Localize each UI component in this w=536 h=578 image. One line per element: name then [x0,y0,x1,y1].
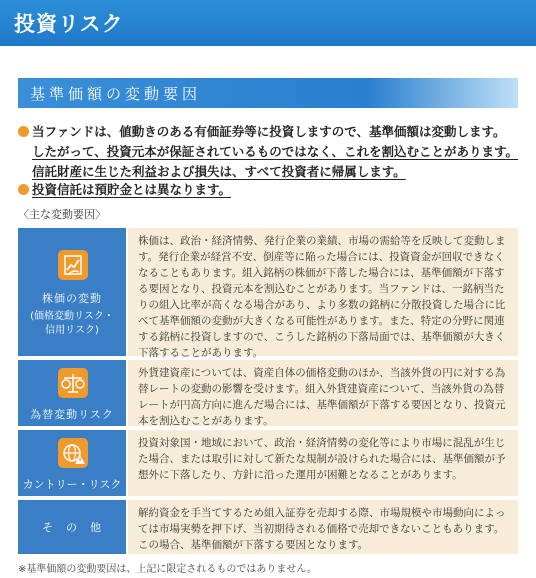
factor-description: 外貨建資産については、資産自体の価格変動のほか、当該外貨の円に対する為替レートの変動の影響を受けます。組入外貨建資産について、当該外貨の為替レートが円高方向に進んだ場合には、基準価額が下落する要因となり、投資元本を割込むことがあります。 [128,360,518,426]
factor-label-text: そ の 他 [42,521,102,534]
page-header [0,0,536,46]
factor-description: 解約資金を手当てするため組入証券を売却する際、市場規模や市場動向によっては市場実勢を押下げ、当初期待される価格で売却できないこともあります。この場合、基準価額が下落する要因となります。 [128,500,518,554]
factor-label-text: カントリー・リスク [22,478,122,491]
factor-description: 投資対象国・地域において、政治・経済情勢の変化等により市場に混乱が生じた場合、または取引に対して新たな規制が設けられた場合には、基準価額が予想外に下落したり、方針に沿った運用が困難となることがあります。 [128,430,518,496]
bullet-line: 当ファンドは、値動きのある有価証券等に投資しますので、基準価額は変動します。 [32,124,506,139]
footnote: ※基準価額の変動要因は、上記に限定されるものではありません。 [18,564,317,575]
bullet-line: したがって、投資元本が保証されているものではなく、これを割込むことがあります。 [32,144,519,159]
bullet-dot-icon [18,184,29,195]
stock-hand-icon [58,250,88,280]
section-bar [18,78,518,108]
factor-row-country [18,430,518,496]
bullet-line: 投資信託は預貯金とは異なります。 [32,182,232,197]
factor-row-currency [18,360,518,426]
factor-row-stock [18,228,518,359]
factor-label [18,500,126,554]
page-title: 投資リスク [14,12,124,36]
factor-description: 株価は、政治・経済情勢、発行企業の業績、市場の需給等を反映して変動します。発行企業が経営不安、倒産等に陥った場合には、投資資金が回収できなくなることもあります。組入銘柄の株価が下落した場合には、基準価額が下落する要因となり、投資元本を割込むことがあります。当ファンドは、一銘柄当たりの組入比率が高くなる場合があり、より多数の銘柄に分散投資した場合に比べて基準価額の変動が大きくなる可能性があります。また、特定の分野に関連する銘柄に投資しますので、こうした銘柄の下落局面では、基準価額が大きく下落することがあります。 [128,228,518,356]
bullet-dot-icon [18,126,29,137]
factor-label [18,360,126,426]
factor-label [18,228,126,356]
globe-warning-icon [58,438,88,468]
factor-label-text: 為替変動リスク [30,408,114,421]
factor-label-sub: (価格変動リスク・ [30,311,114,322]
factor-label [18,430,126,496]
factor-label-sub: 信用リスク) [45,325,99,336]
factor-label-text: 株価の変動 [42,292,102,305]
sub-heading: 〈主な変動要因〉 [18,208,106,221]
factor-row-other [18,500,518,554]
currency-scale-icon [58,368,88,398]
section-title: 基準価額の変動要因 [30,85,202,103]
bullet-line: 信託財産に生じた利益および損失は、すべて投資者に帰属します。 [32,164,406,179]
